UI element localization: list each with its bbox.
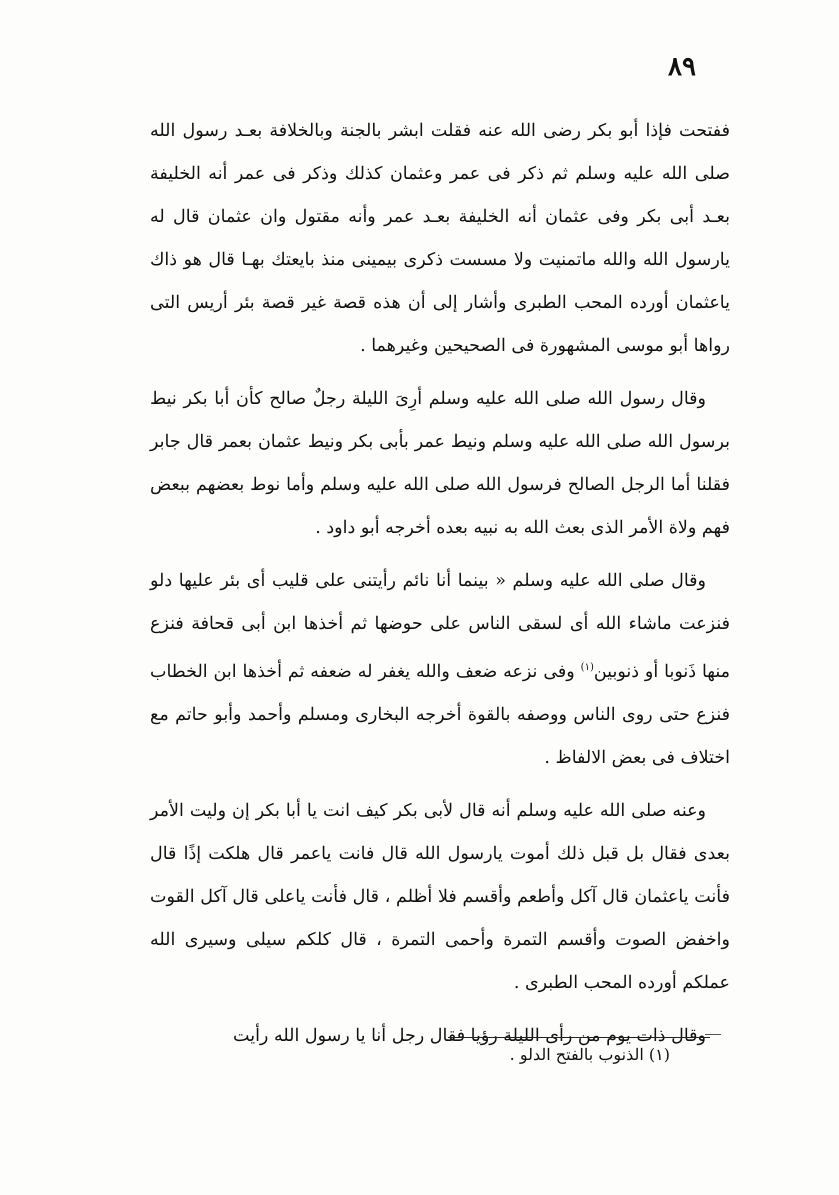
paragraph-4: وعنه صلى الله عليه وسلم أنه قال لأبى بكر كيف انت يا أبا بكر إن وليت الأمر بعدى فقال بل قبل ذلك أموت يارسول الله قال فانت ياعمر قال هلكت إذًا قال فأنت ياعثمان قال آكل وأطعم وأقسم فلا أظلم ، قال فأنت ياعلى قال آكل القوت واخفض الصوت وأقسم التمرة وأحمى التمرة ، قال كلكم سيلى وسيرى الله عملكم أورده المحب الطبرى . (150, 800, 730, 993)
footnote-divider (448, 1037, 710, 1038)
page-number: ٨٩ (668, 52, 696, 82)
paragraph-3-part-1: وقال صلى الله عليه وسلم « بينما أنا نائم رأيتنى على قليب أى بئر عليها دلو فنزعت ماشاء الله أى لسقى الناس على حوضها ثم أخذها ابن أبى قحافة فنزع منها ذَنوبا أو ذنوبين (150, 571, 730, 682)
paragraph-3 (150, 560, 730, 780)
body-text (150, 110, 730, 1068)
footnote-dash-mark (705, 1034, 721, 1035)
paragraph-2: وقال رسول الله صلى الله عليه وسلم أرِىَ الليلة رجلٌ صالح كأن أبا بكر نيط برسول الله صلى الله عليه وسلم ونيط عمر بأبى بكر ونيط عثمان بعمر قال جابر فقلنا أما الرجل الصالح فرسول الله صلى الله عليه وسلم وأما نوط بعضهم ببعض فهم ولاة الأمر الذى بعث الله به نبيه بعده أخرجه أبو داود . (150, 389, 730, 538)
footnote: (١) الذنوب بالفتح الدلو . (509, 1045, 670, 1064)
paragraph-3-part-2: وفى نزعه ضعف والله يغفر له ضعفه ثم أخذها ابن الخطاب فنزع حتى روى الناس ووصفه بالقوة أخرجه البخارى ومسلم وأحمد وأبو حاتم مع اختلاف فى بعض الالفاظ . (150, 661, 730, 768)
paragraph-5: وقال ذات يوم من رأى الليلة رؤيا فقال رجل أنا يا رسول الله رأيت (233, 1025, 706, 1046)
footnote-reference: (١) (580, 662, 594, 673)
paragraph-1: ففتحت فإذا أبو بكر رضى الله عنه فقلت ابشر بالجنة وبالخلافة بعـد رسول الله صلى الله عليه وسلم ثم ذكر فى عمر وعثمان كذلك وذكر فى عمر أنه الخليفة بعـد أبى بكر وفى عثمان أنه الخليفة بعـد عمر وأنه مقتول وان عثمان قال له يارسول الله والله ماتمنيت ولا مسست ذكرى بيمينى منذ بايعتك بهـا قال هو ذاك ياعثمان أورده المحب الطبرى وأشار إلى أن هذه قصة غير قصة بئر أريس التى رواها أبو موسى المشهورة فى الصحيحين وغيرهما . (150, 121, 730, 356)
